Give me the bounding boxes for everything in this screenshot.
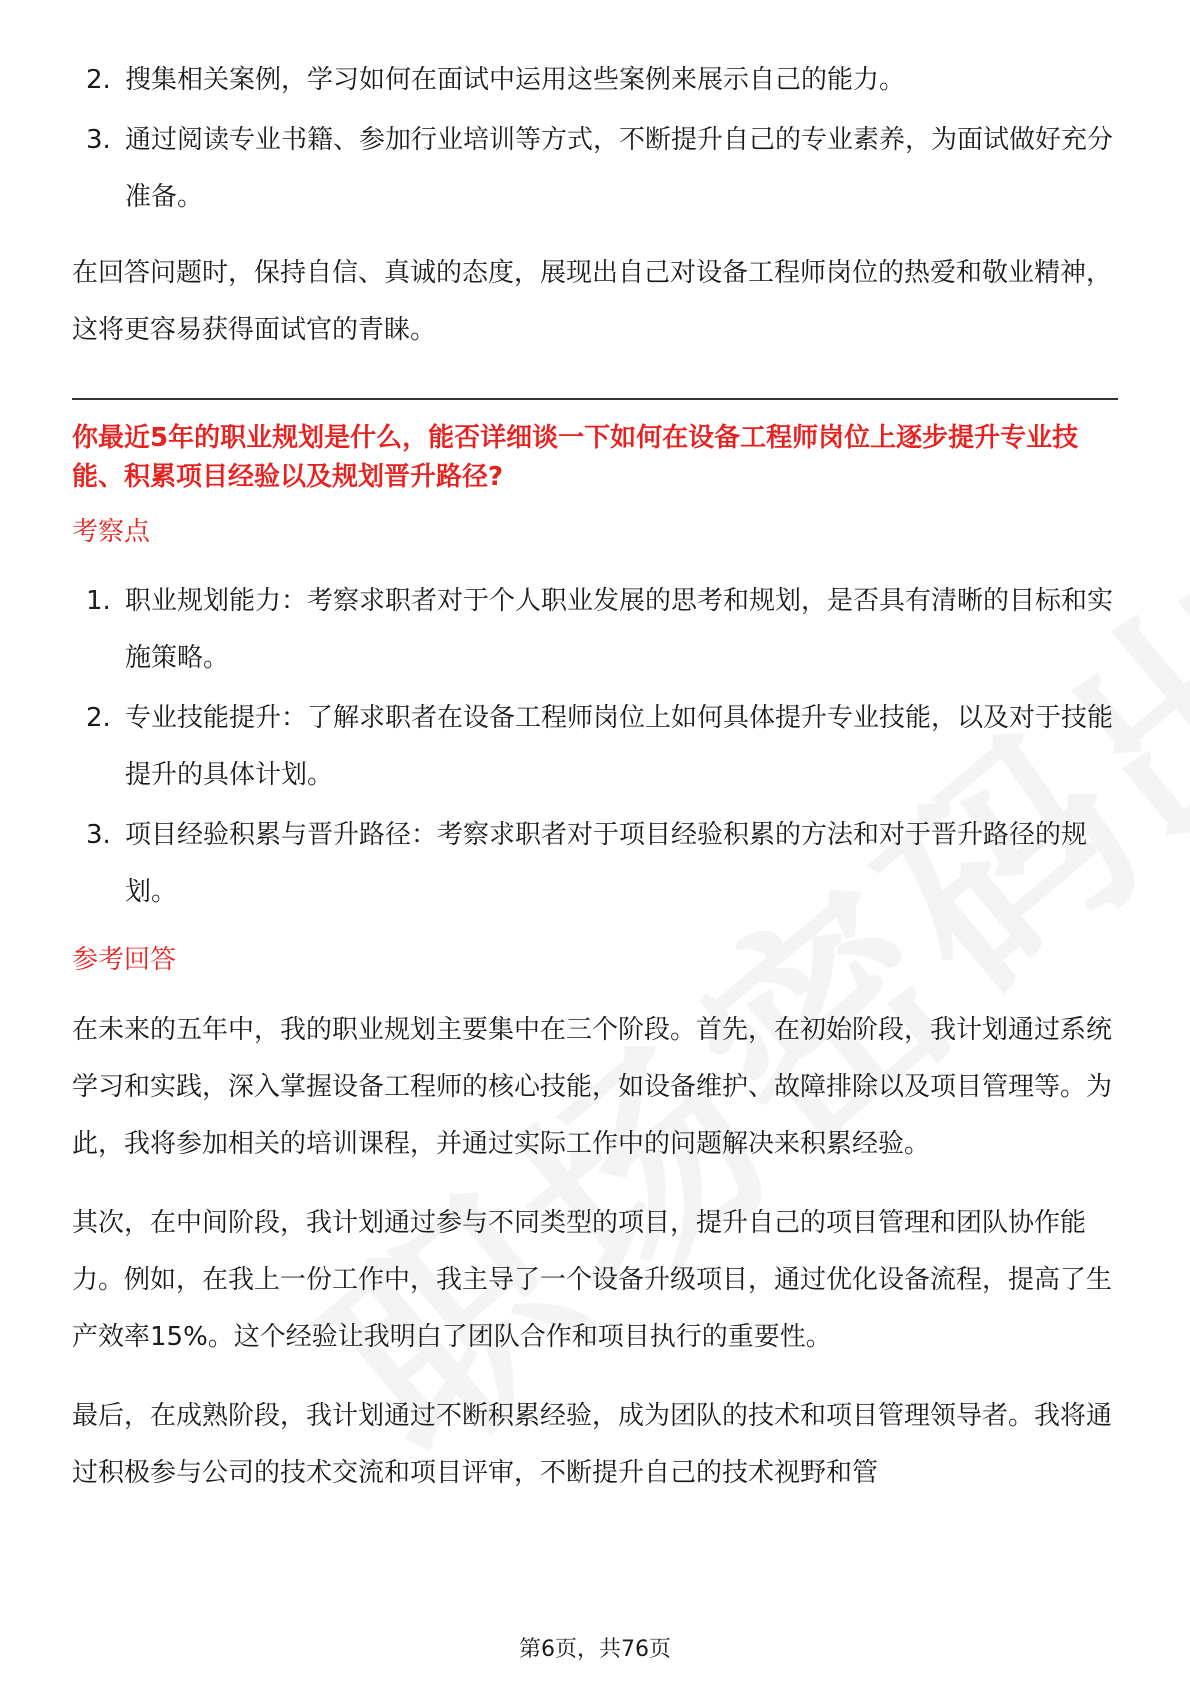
focus-heading: 考察点 (72, 517, 151, 547)
focus-list (72, 573, 1118, 921)
list-item (72, 807, 1118, 921)
list-number: 3. (86, 125, 111, 155)
page-content (72, 52, 1118, 1502)
list-item (72, 112, 1118, 226)
answer-paragraph: 最后，在成熟阶段，我计划通过不断积累经验，成为团队的技术和项目管理领导者。我将通过积极参与公司的技术交流和项目评审，不断提升自己的技术视野和管 (72, 1401, 1113, 1488)
interview-question: 你最近5年的职业规划是什么，能否详细谈一下如何在设备工程师岗位上逐步提升专业技能、积累项目经验以及规划晋升路径? (72, 423, 1079, 492)
list-text: 搜集相关案例，学习如何在面试中运用这些案例来展示自己的能力。 (125, 65, 906, 95)
list-number: 3. (86, 820, 111, 850)
list-text: 项目经验积累与晋升路径：考察求职者对于项目经验积累的方法和对于晋升路径的规划。 (125, 820, 1088, 907)
page-number-footer: 第6页，共76页 (519, 1637, 671, 1662)
section-divider (72, 398, 1118, 400)
list-item (72, 690, 1118, 804)
prep-list (72, 52, 1118, 226)
list-item (72, 52, 1118, 109)
answer-paragraph: 其次，在中间阶段，我计划通过参与不同类型的项目，提升自己的项目管理和团队协作能力。例如，在我上一份工作中，我主导了一个设备升级项目，通过优化设备流程，提高了生产效率15%。这个经验让我明白了团队合作和项目执行的重要性。 (72, 1208, 1113, 1352)
list-number: 2. (86, 65, 111, 95)
list-text: 专业技能提升：了解求职者在设备工程师岗位上如何具体提升专业技能，以及对于技能提升的具体计划。 (125, 703, 1114, 790)
list-text: 通过阅读专业书籍、参加行业培训等方式，不断提升自己的专业素养，为面试做好充分准备。 (125, 125, 1114, 212)
closing-paragraph: 在回答问题时，保持自信、真诚的态度，展现出自己对设备工程师岗位的热爱和敬业精神，这将更容易获得面试官的青睐。 (72, 258, 1113, 345)
list-number: 1. (86, 586, 111, 616)
list-number: 2. (86, 703, 111, 733)
list-text: 职业规划能力：考察求职者对于个人职业发展的思考和规划，是否具有清晰的目标和实施策略。 (125, 586, 1114, 673)
list-item (72, 573, 1118, 687)
answer-paragraph: 在未来的五年中，我的职业规划主要集中在三个阶段。首先，在初始阶段，我计划通过系统学习和实践，深入掌握设备工程师的核心技能，如设备维护、故障排除以及项目管理等。为此，我将参加相关的培训课程，并通过实际工作中的问题解决来积累经验。 (72, 1015, 1113, 1159)
answer-heading: 参考回答 (72, 945, 177, 975)
